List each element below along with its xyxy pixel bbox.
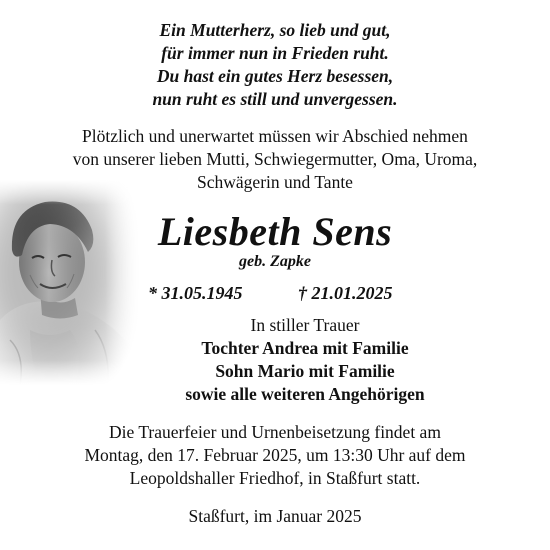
place-date: Staßfurt, im Januar 2025	[188, 506, 362, 526]
poem-line-3: Du hast ein gutes Herz besessen,	[156, 66, 394, 86]
poem-line-1: Ein Mutterherz, so lieb und gut,	[159, 20, 391, 40]
birth-date: * 31.05.1945	[148, 283, 243, 303]
deceased-name: Liesbeth Sens	[157, 209, 393, 254]
poem-line-4: nun ruht es still und unvergessen.	[152, 89, 398, 109]
mourner-line-1: Tochter Andrea mit Familie	[201, 338, 409, 358]
intro-line-3: Schwägerin und Tante	[197, 172, 353, 192]
mourners-heading: In stiller Trauer	[250, 315, 360, 335]
funeral-line-2: Montag, den 17. Februar 2025, um 13:30 Uhr auf dem	[84, 445, 466, 465]
mourner-line-3: sowie alle weiteren Angehörigen	[185, 384, 425, 404]
mourner-line-2: Sohn Mario mit Familie	[215, 361, 395, 381]
poem-line-2: für immer nun in Frieden ruht.	[161, 43, 389, 63]
intro-line-1: Plötzlich und unerwartet müssen wir Abschied nehmen	[82, 126, 468, 146]
maiden-name: geb. Zapke	[239, 253, 311, 270]
intro-line-2: von unserer lieben Mutti, Schwiegermutter, Oma, Uroma,	[72, 149, 478, 169]
funeral-line-3: Leopoldshaller Friedhof, in Staßfurt statt.	[129, 468, 421, 488]
funeral-line-1: Die Trauerfeier und Urnenbeisetzung findet am	[109, 422, 441, 442]
death-date: † 21.01.2025	[298, 283, 393, 303]
